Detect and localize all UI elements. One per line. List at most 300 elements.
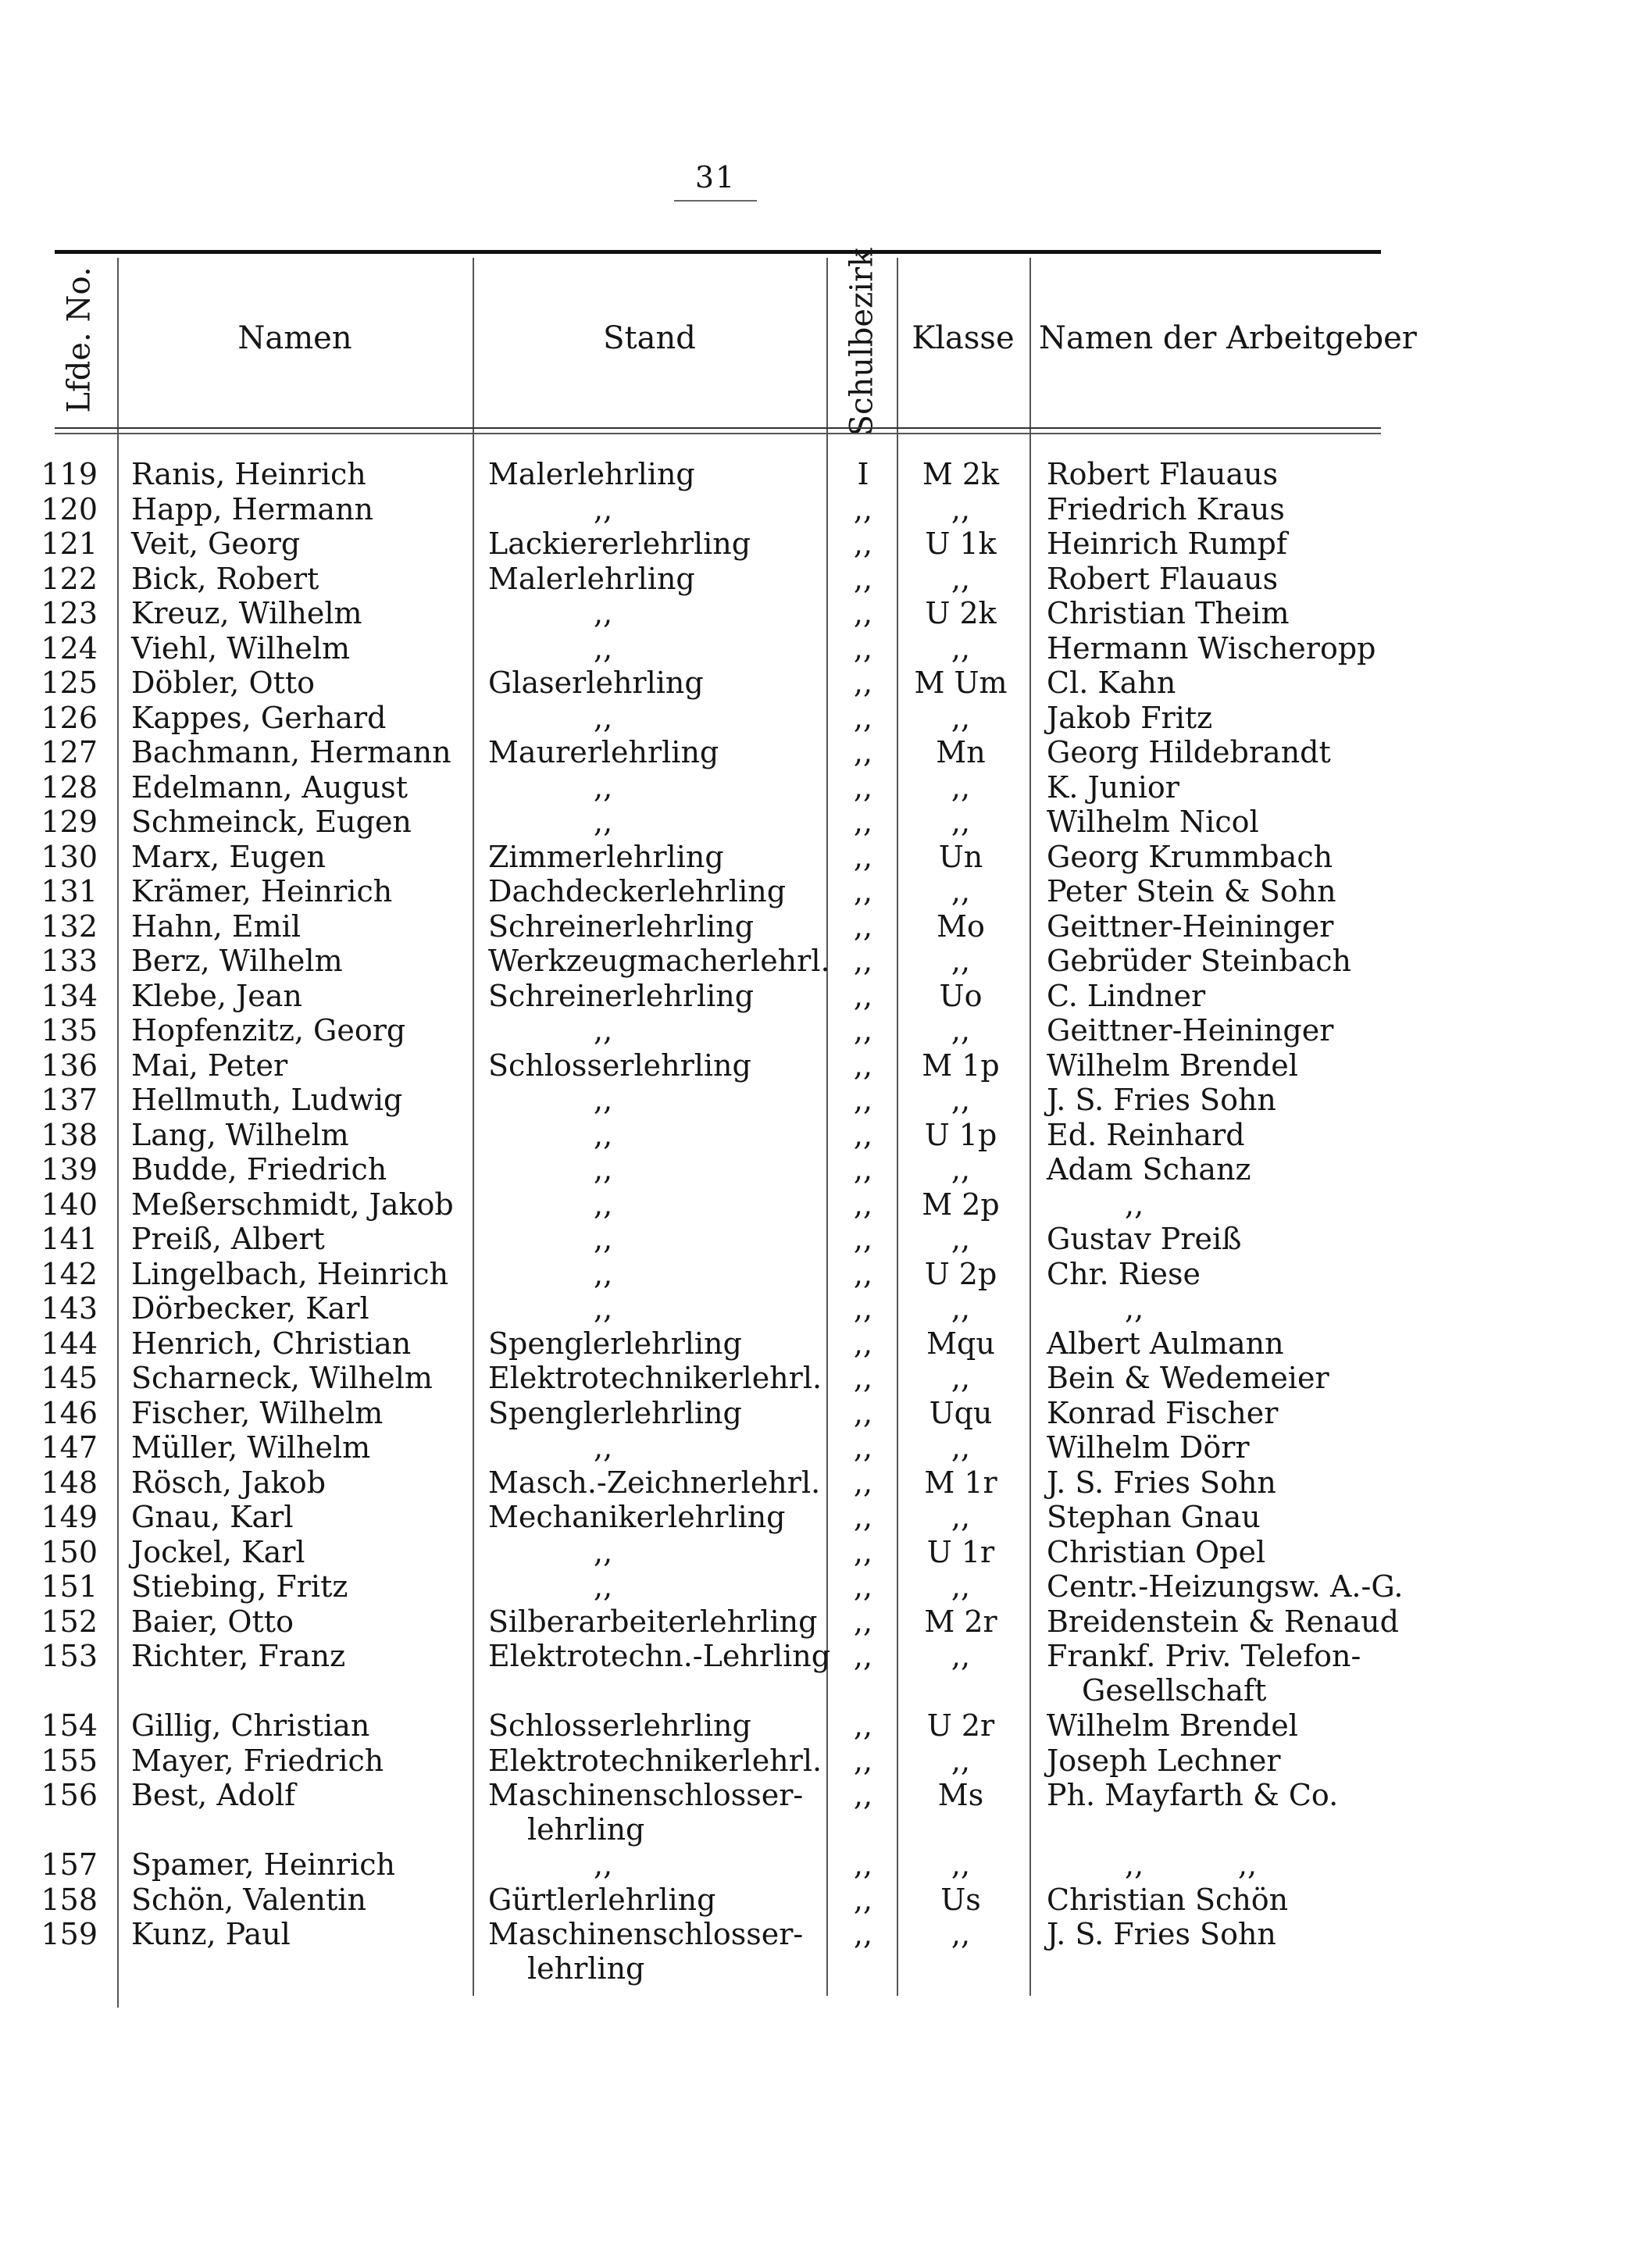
employer [1047,1639,1361,1708]
class: ,, [951,1013,971,1048]
apprentice-name: Schön, Valentin [131,1882,366,1917]
class: M 2r [924,1604,997,1639]
school-district: ,, [853,1778,873,1812]
school-district: ,, [853,1917,873,1951]
row-number: 135 [41,1013,98,1048]
class: Mo [937,908,985,944]
apprentice-name: Viehl, Wilhelm [131,630,351,666]
occupation: Lackiererlehrling [488,526,751,561]
class: ,, [951,1743,971,1778]
school-district: ,, [853,1534,873,1569]
school-district: ,, [853,491,873,526]
class: ,, [951,561,971,596]
row-number: 140 [41,1187,98,1222]
school-district: ,, [853,1326,873,1361]
occupation: Gürtlerlehrling [488,1882,716,1917]
row-number: 144 [41,1326,98,1361]
school-district: ,, [853,1187,873,1222]
apprentice-name: Veit, Georg [131,526,301,561]
employer: Georg Hildebrandt [1047,735,1331,769]
employer: Bein & Wedemeier [1047,1361,1329,1395]
table-row [0,1257,1652,1292]
table-row [0,1083,1652,1118]
occupation: ,, [594,630,613,666]
employer-line: Gesellschaft [1082,1673,1267,1708]
row-number: 132 [41,908,98,944]
class: ,, [951,630,971,666]
occupation: Malerlehrling [488,457,695,491]
class: M Um [914,666,1008,700]
header-schulbezirk: Schulbezirk [844,248,880,436]
class: U 1r [926,1534,995,1569]
occupation [488,1917,803,1986]
employer: Gebrüder Steinbach [1047,944,1352,978]
school-district: ,, [853,1430,873,1465]
row-number: 130 [41,839,98,874]
table-row [0,770,1652,805]
table-row [0,1222,1652,1257]
occupation: Maurerlehrling [488,735,719,769]
row-number: 129 [41,805,98,839]
employer: Albert Aulmann [1047,1326,1284,1361]
employer: ,, [1125,1187,1144,1222]
row-number: 158 [41,1882,98,1917]
occupation: Schlosserlehrling [488,1708,751,1743]
occupation: Zimmerlehrling [488,839,724,874]
occupation: Masch.-Zeichnerlehrl. [488,1465,821,1500]
class: M 1p [922,1048,1000,1083]
class: ,, [951,1430,971,1465]
row-number: 119 [41,457,98,491]
table-row [0,1708,1652,1744]
occupation: Dachdeckerlehrling [488,874,787,908]
row-number: 126 [41,700,98,735]
table-row [0,562,1652,597]
row-number: 138 [41,1117,98,1152]
apprentice-name: Preiß, Albert [131,1222,325,1256]
employer: ,, ,, [1125,1847,1258,1882]
school-district: ,, [853,1013,873,1048]
row-number: 155 [41,1743,98,1778]
apprentice-name: Mai, Peter [131,1048,288,1083]
table-row [0,1744,1652,1779]
school-district: ,, [853,1222,873,1256]
class: ,, [951,1500,971,1534]
occupation: ,, [594,1291,613,1326]
school-district: ,, [853,839,873,874]
table-row [0,735,1652,770]
school-district: ,, [853,1465,873,1500]
table-body [0,457,1652,1986]
employer: Cl. Kahn [1047,666,1176,700]
row-number: 148 [41,1465,98,1500]
class: U 2p [924,1256,997,1291]
apprentice-name: Richter, Franz [131,1639,346,1673]
employer: Breidenstein & Renaud [1047,1604,1399,1639]
employer: Christian Theim [1047,596,1290,630]
class: ,, [951,700,971,735]
class: U 1p [924,1117,997,1152]
school-district: ,, [853,1500,873,1534]
employer: Heinrich Rumpf [1047,526,1287,561]
row-number: 152 [41,1604,98,1639]
employer: Peter Stein & Sohn [1047,874,1336,908]
school-district: ,, [853,1847,873,1882]
occupation: ,, [594,1083,613,1117]
table-row [0,492,1652,527]
table-row [0,1430,1652,1465]
occupation: ,, [594,1569,613,1604]
employer: Centr.-Heizungsw. A.-G. [1047,1569,1404,1604]
row-number: 131 [41,874,98,908]
table-row [0,526,1652,562]
employer: Wilhelm Nicol [1047,805,1259,839]
table-row [0,1187,1652,1222]
table-row [0,1118,1652,1153]
school-district: ,, [853,978,873,1013]
row-number: 128 [41,769,98,805]
occupation: Spenglerlehrling [488,1395,742,1430]
occupation: Malerlehrling [488,561,695,596]
apprentice-name: Klebe, Jean [131,978,302,1013]
school-district: ,, [853,1882,873,1917]
school-district: ,, [853,1117,873,1152]
employer: J. S. Fries Sohn [1047,1917,1276,1951]
employer: Wilhelm Brendel [1047,1048,1298,1083]
school-district: ,, [853,1083,873,1117]
school-district: ,, [853,735,873,769]
apprentice-name: Edelmann, August [131,769,408,805]
apprentice-name: Berz, Wilhelm [131,944,343,978]
employer: K. Junior [1047,769,1179,805]
row-number: 153 [41,1639,98,1673]
table-row [0,1361,1652,1396]
school-district: ,, [853,1639,873,1673]
class: Uqu [929,1395,993,1430]
row-number: 133 [41,944,98,978]
employer: Geittner-Heininger [1047,908,1334,944]
employer: Robert Flauaus [1047,561,1279,596]
table-row [0,1396,1652,1431]
class: U 1k [925,526,997,561]
table-row [0,840,1652,875]
table-row [0,805,1652,840]
employer: Ed. Reinhard [1047,1117,1245,1152]
occupation: Elektrotechnikerlehrl. [488,1743,822,1778]
table-row [0,1465,1652,1501]
apprentice-name: Stiebing, Fritz [131,1569,348,1604]
apprentice-name: Ranis, Heinrich [131,457,366,491]
apprentice-name: Müller, Wilhelm [131,1430,371,1465]
employer: C. Lindner [1047,978,1206,1013]
class: M 2p [922,1187,1000,1222]
table-row [0,457,1652,492]
page-number: 31 [694,160,737,195]
school-district: ,, [853,1152,873,1187]
apprentice-name: Dörbecker, Karl [131,1291,369,1326]
apprentice-name: Kreuz, Wilhelm [131,596,362,630]
class: Us [940,1882,981,1917]
school-district: ,, [853,700,873,735]
apprentice-name: Hahn, Emil [131,908,301,944]
apprentice-name: Fischer, Wilhelm [131,1395,384,1430]
occupation: ,, [594,1117,613,1152]
employer: Joseph Lechner [1047,1743,1281,1778]
table-row [0,1778,1652,1847]
table-row [0,1883,1652,1918]
table-row [0,1847,1652,1883]
row-number: 156 [41,1778,98,1812]
occupation: ,, [594,1847,613,1882]
occupation: Schlosserlehrling [488,1048,751,1083]
class: M 2k [922,457,1000,491]
occupation: ,, [594,700,613,735]
occupation: ,, [594,491,613,526]
occupation: Silberarbeiterlehrling [488,1604,818,1639]
apprentice-name: Lingelbach, Heinrich [131,1256,449,1291]
school-district: ,, [853,805,873,839]
table-row [0,1535,1652,1570]
occupation: Glaserlehrling [488,666,704,700]
class: ,, [951,491,971,526]
employer: Chr. Riese [1047,1256,1201,1291]
occupation-line: Maschinenschlosser- [488,1778,804,1812]
row-number: 146 [41,1395,98,1430]
apprentice-name: Meßerschmidt, Jakob [131,1187,454,1222]
employer: Ph. Mayfarth & Co. [1047,1778,1339,1812]
table-row [0,874,1652,909]
table-row [0,596,1652,631]
class: ,, [951,944,971,978]
row-number: 121 [41,526,98,561]
occupation [488,1778,803,1847]
school-district: ,, [853,1708,873,1743]
table-row [0,1326,1652,1362]
row-number: 141 [41,1222,98,1256]
employer-line: Frankf. Priv. Telefon- [1047,1639,1361,1673]
apprentice-name: Lang, Wilhelm [131,1117,349,1152]
employer: Christian Opel [1047,1534,1266,1569]
apprentice-name: Döbler, Otto [131,666,316,700]
row-number: 143 [41,1291,98,1326]
occupation: Werkzeugmacherlehrl. [488,944,830,978]
table-row [0,666,1652,701]
school-district: ,, [853,1291,873,1326]
employer: Christian Schön [1047,1882,1289,1917]
row-number: 157 [41,1847,98,1882]
class: ,, [951,769,971,805]
occupation-line: Maschinenschlosser- [488,1917,804,1951]
employer: J. S. Fries Sohn [1047,1465,1276,1500]
row-number: 149 [41,1500,98,1534]
row-number: 136 [41,1048,98,1083]
school-district: ,, [853,1743,873,1778]
class: Uo [939,978,983,1013]
employer: Jakob Fritz [1047,700,1213,735]
school-district: ,, [853,1256,873,1291]
apprentice-name: Spamer, Heinrich [131,1847,396,1882]
occupation: Schreinerlehrling [488,908,755,944]
class: Un [938,839,983,874]
employer: Wilhelm Dörr [1047,1430,1250,1465]
apprentice-name: Schmeinck, Eugen [131,805,412,839]
table-row [0,1604,1652,1640]
row-number: 127 [41,735,98,769]
occupation: ,, [594,596,613,630]
employer: J. S. Fries Sohn [1047,1083,1276,1117]
apprentice-name: Budde, Friedrich [131,1152,387,1187]
table-row [0,1013,1652,1048]
row-number: 142 [41,1256,98,1291]
class: Mqu [926,1326,995,1361]
class: U 2k [925,596,997,630]
employer: Adam Schanz [1047,1152,1251,1187]
school-district: ,, [853,874,873,908]
table-row [0,979,1652,1014]
header-rule [55,427,1381,429]
apprentice-name: Henrich, Christian [131,1326,412,1361]
occupation: Elektrotechnikerlehrl. [488,1361,822,1395]
occupation: ,, [594,1222,613,1256]
row-number: 151 [41,1569,98,1604]
employer: Konrad Fischer [1047,1395,1279,1430]
apprentice-name: Marx, Eugen [131,839,326,874]
apprentice-name: Kunz, Paul [131,1917,291,1951]
school-district: ,, [853,596,873,630]
school-district: ,, [853,1048,873,1083]
row-number: 134 [41,978,98,1013]
employer: Wilhelm Brendel [1047,1708,1298,1743]
class: ,, [951,1361,971,1395]
row-number: 122 [41,561,98,596]
table-row [0,1569,1652,1604]
row-number: 147 [41,1430,98,1465]
header-lfde-no: Lfde. No. [62,266,98,413]
employer: Hermann Wischeropp [1047,630,1376,666]
class: ,, [951,1222,971,1256]
table-row [0,631,1652,666]
occupation: ,, [594,1013,613,1048]
school-district: ,, [853,526,873,561]
occupation: ,, [594,1534,613,1569]
apprentice-name: Baier, Otto [131,1604,294,1639]
school-district: ,, [853,561,873,596]
class: ,, [951,805,971,839]
header-rule [55,433,1381,434]
apprentice-name: Kappes, Gerhard [131,700,387,735]
employer: Gustav Preiß [1047,1222,1242,1256]
apprentice-name: Hopfenzitz, Georg [131,1013,406,1048]
row-number: 137 [41,1083,98,1117]
class: ,, [951,1569,971,1604]
employer: Georg Krummbach [1047,839,1333,874]
school-district: ,, [853,1395,873,1430]
class: ,, [951,1291,971,1326]
school-district: ,, [853,630,873,666]
row-number: 124 [41,630,98,666]
table-top-rule [55,250,1381,254]
table-row [0,944,1652,979]
employer: Geittner-Heininger [1047,1013,1334,1048]
row-number: 120 [41,491,98,526]
header-arbeitgeber: Namen der Arbeitgeber [1039,320,1417,356]
school-district: ,, [853,944,873,978]
row-number: 145 [41,1361,98,1395]
class: Ms [937,1778,984,1812]
school-district: ,, [853,769,873,805]
occupation: ,, [594,769,613,805]
class: M 1r [924,1465,997,1500]
apprentice-name: Scharneck, Wilhelm [131,1361,433,1395]
class: ,, [951,1917,971,1951]
occupation-line: lehrling [527,1812,645,1847]
row-number: 125 [41,666,98,700]
apprentice-name: Bachmann, Hermann [131,735,451,769]
table-row [0,1152,1652,1187]
header-namen: Namen [237,320,352,356]
apprentice-name: Gnau, Karl [131,1500,294,1534]
occupation: Spenglerlehrling [488,1326,742,1361]
school-district: ,, [853,1569,873,1604]
school-district: ,, [853,666,873,700]
occupation-line: lehrling [527,1951,645,1986]
table-row [0,1639,1652,1708]
class: ,, [951,1083,971,1117]
occupation: ,, [594,1152,613,1187]
table-row [0,1917,1652,1986]
apprentice-name: Happ, Hermann [131,491,374,526]
class: U 2r [926,1708,995,1743]
school-district: ,, [853,1604,873,1639]
apprentice-name: Mayer, Friedrich [131,1743,384,1778]
occupation: ,, [594,1187,613,1222]
row-number: 159 [41,1917,98,1951]
header-klasse: Klasse [912,320,1015,356]
school-district: ,, [853,1361,873,1395]
school-district: I [857,457,869,491]
apprentice-name: Hellmuth, Ludwig [131,1083,403,1117]
occupation: Schreinerlehrling [488,978,755,1013]
employer: Stephan Gnau [1047,1500,1261,1534]
school-district: ,, [853,908,873,944]
table-row [0,1291,1652,1326]
apprentice-name: Jockel, Karl [131,1534,305,1569]
page-number-rule [674,200,757,202]
row-number: 139 [41,1152,98,1187]
class: ,, [951,1639,971,1673]
table-row [0,1500,1652,1535]
table-row [0,909,1652,944]
header-stand: Stand [603,320,696,356]
occupation: ,, [594,805,613,839]
row-number: 150 [41,1534,98,1569]
apprentice-name: Rösch, Jakob [131,1465,326,1500]
employer: Friedrich Kraus [1047,491,1285,526]
class: Mn [936,735,986,769]
employer: ,, [1125,1291,1144,1326]
row-number: 123 [41,596,98,630]
apprentice-name: Bick, Robert [131,561,319,596]
class: ,, [951,1152,971,1187]
apprentice-name: Best, Adolf [131,1778,296,1812]
apprentice-name: Krämer, Heinrich [131,874,393,908]
occupation: Mechanikerlehrling [488,1500,786,1534]
occupation: Elektrotechn.-Lehrling [488,1639,831,1673]
occupation: ,, [594,1430,613,1465]
employer: Robert Flauaus [1047,457,1279,491]
occupation: ,, [594,1256,613,1291]
apprentice-name: Gillig, Christian [131,1708,370,1743]
